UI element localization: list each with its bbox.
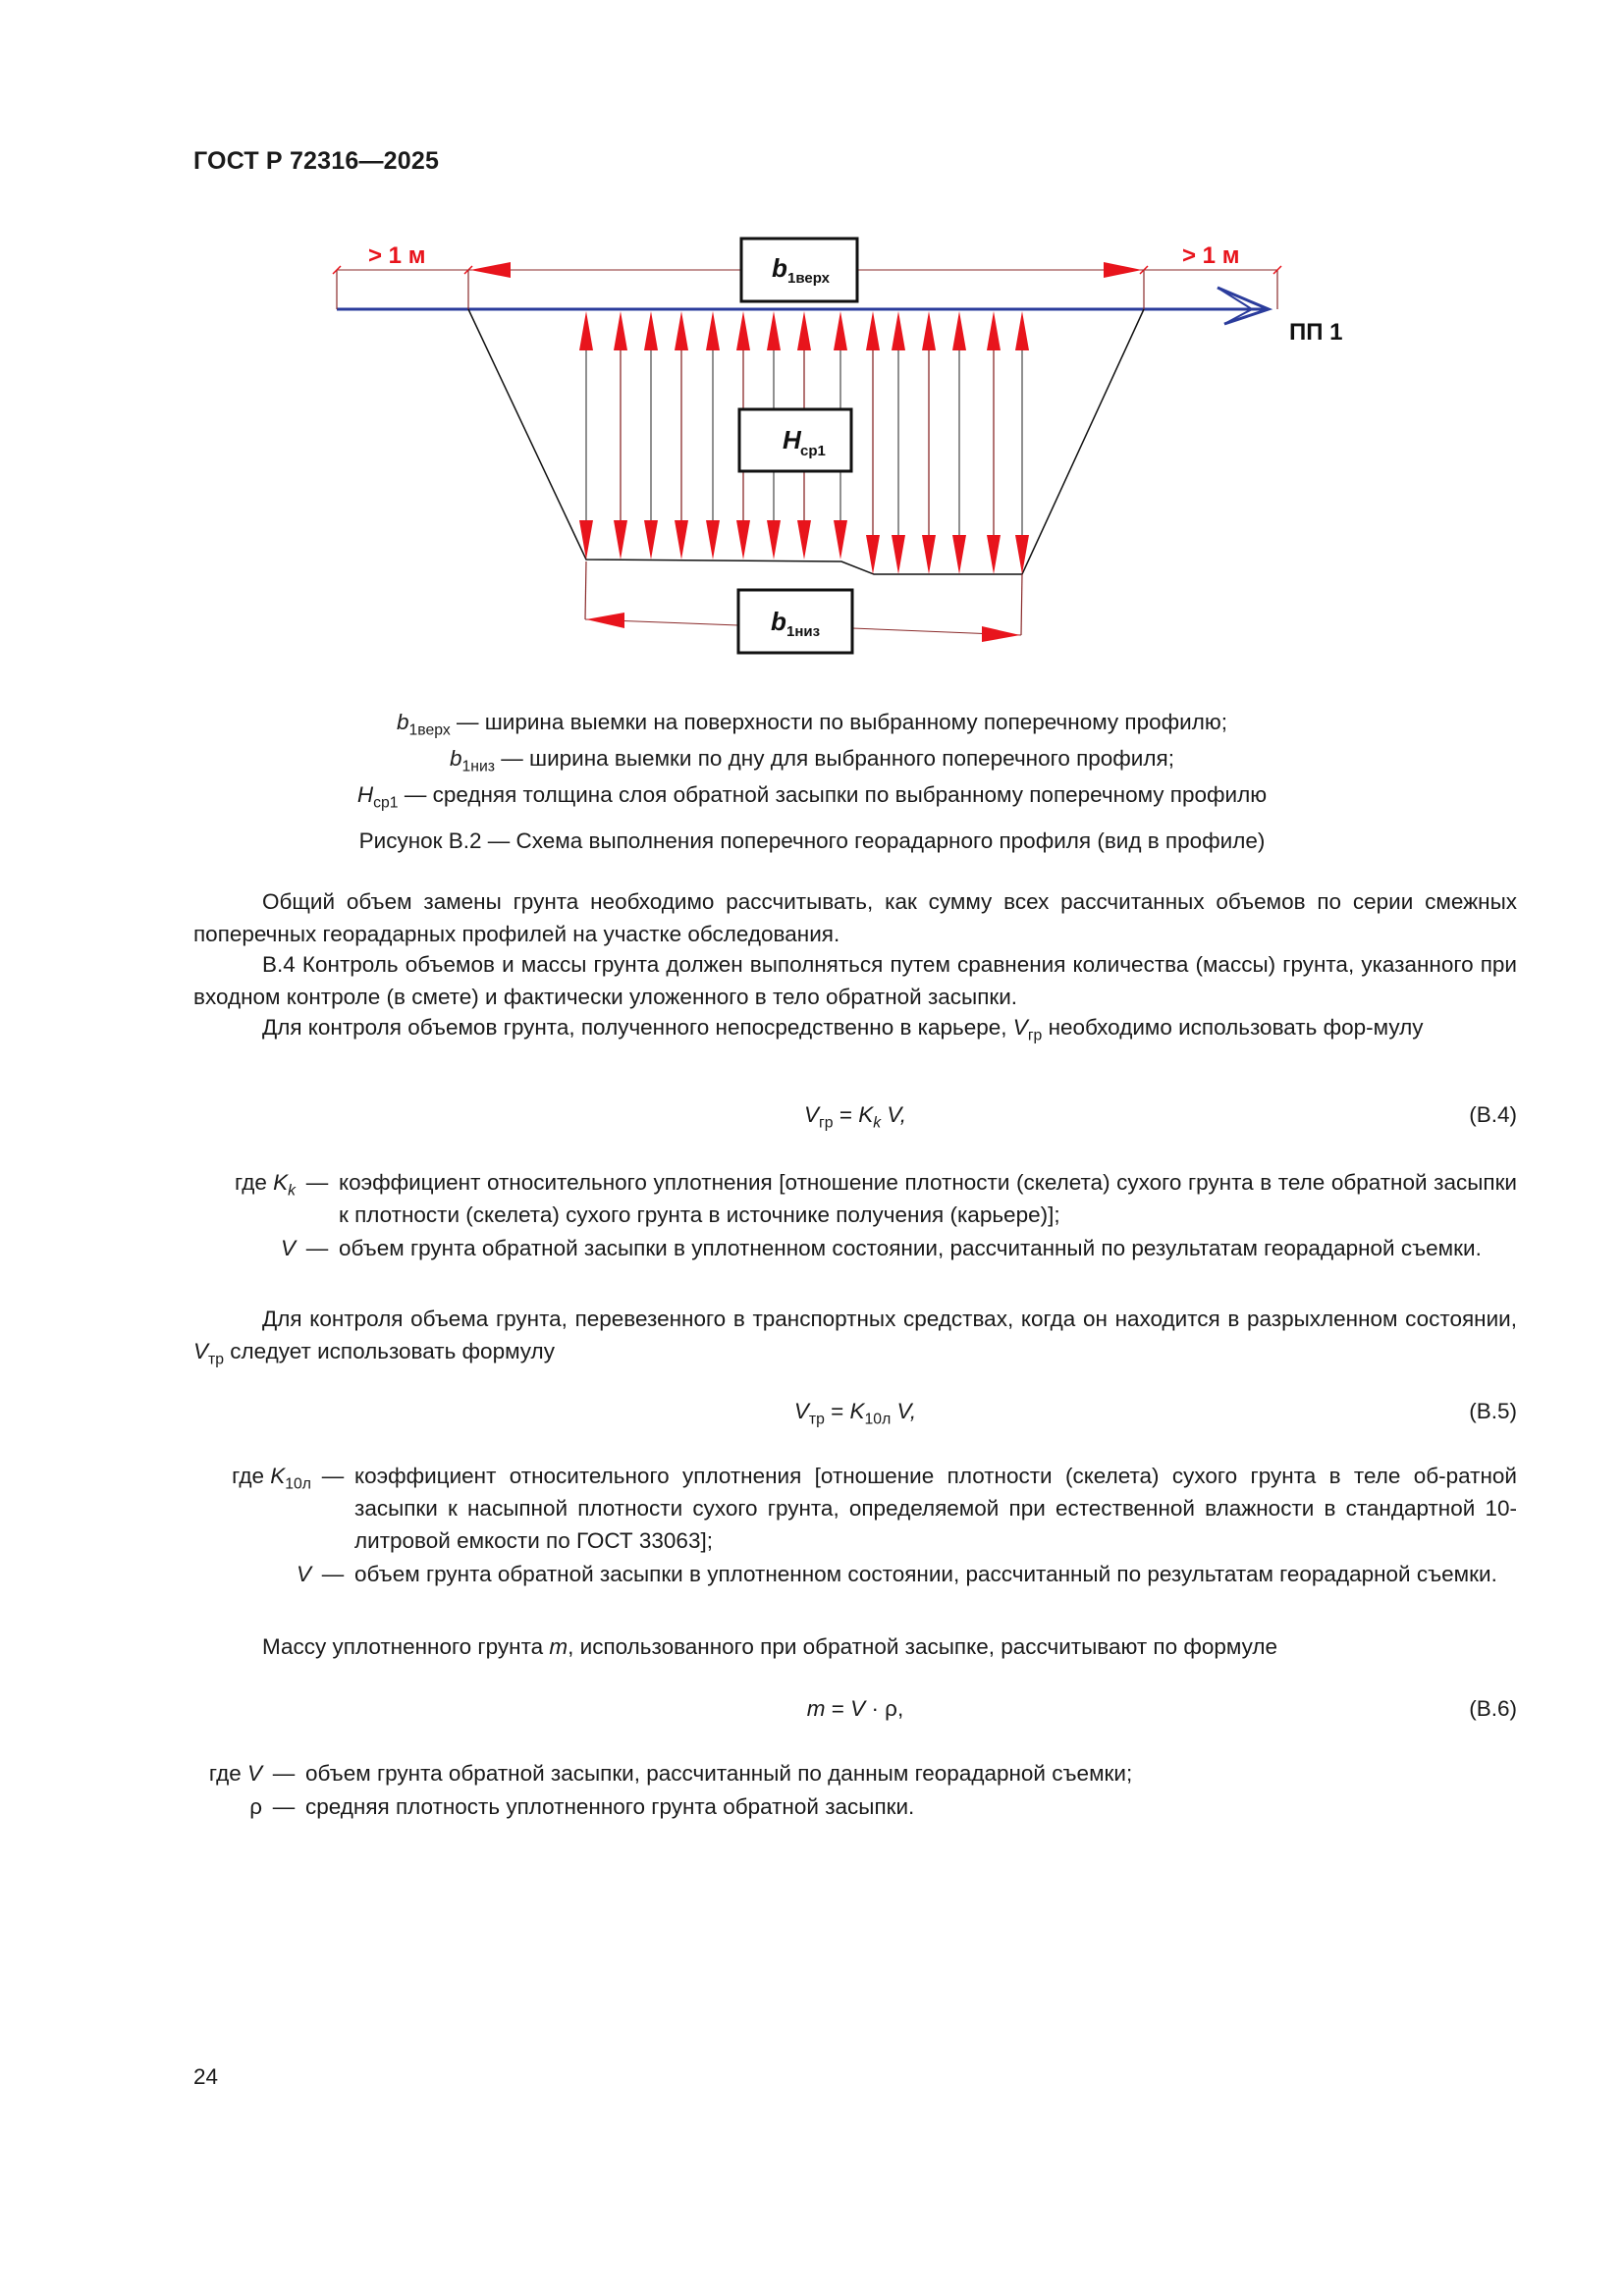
arrow-up-icon bbox=[579, 311, 593, 350]
arrow-up-icon bbox=[834, 311, 847, 350]
legend-h-avg: $H_{ср1}$ — средняя толщина слоя обратной засыпки по выбранному поперечному профилю bbox=[356, 782, 1268, 812]
h-avg-subscript: ср1 bbox=[800, 443, 826, 459]
arrow-down-icon bbox=[952, 535, 966, 574]
dimension-arrow-left-icon bbox=[586, 613, 624, 628]
b-top-subscript: 1верх bbox=[787, 270, 831, 287]
arrow-down-icon bbox=[866, 535, 880, 574]
definition-v: V — объем грунта обратной засыпки в уплотненном состоянии, рассчитанный по результатам георадарной съемки. bbox=[296, 1562, 1497, 1586]
arrow-down-icon bbox=[922, 535, 936, 574]
arrow-down-icon bbox=[834, 520, 847, 560]
arrow-up-icon bbox=[952, 311, 966, 350]
paragraph-mass: Массу уплотненного грунта m, использованного при обратной засыпке, рассчитывают по формуле bbox=[262, 1634, 1278, 1659]
arrow-up-icon bbox=[1015, 311, 1029, 350]
figure-caption: Рисунок В.2 — Схема выполнения поперечного георадарного профиля (вид в профиле) bbox=[358, 828, 1266, 853]
formula-b4: $V_{гр} = K_k$ V, (В.4) bbox=[193, 1098, 1517, 1131]
legend-b-bottom: $b_{1низ}$ — ширина выемки по дну для выбранного поперечного профиля; bbox=[450, 746, 1174, 775]
arrow-up-icon bbox=[644, 311, 658, 350]
arrow-down-icon bbox=[736, 520, 750, 560]
legend-b-top: $b_{1верх}$ — ширина выемки на поверхности по выбранному поперечному профилю; bbox=[397, 710, 1227, 739]
arrow-down-icon bbox=[579, 520, 593, 560]
arrow-down-icon bbox=[706, 520, 720, 560]
arrow-up-icon bbox=[706, 311, 720, 350]
arrow-down-icon bbox=[767, 520, 781, 560]
formula-number: (В.4) bbox=[1469, 1102, 1517, 1127]
paragraph-transport-control: Для контроля объема грунта, перевезенного в транспортных средствах, когда он находится в разрыхленном состоянии, $V_{тр}$ следует использовать формулу bbox=[193, 1307, 1517, 1368]
arrow-down-icon bbox=[614, 520, 627, 560]
b-bottom-subscript: 1низ bbox=[786, 623, 821, 640]
definition-v: V — объем грунта обратной засыпки в уплотненном состоянии, рассчитанный по результатам георадарной съемки. bbox=[280, 1236, 1482, 1260]
formula-b6: m = V · ρ, (В.6) bbox=[193, 1692, 1517, 1725]
arrow-down-icon bbox=[675, 520, 688, 560]
definition-v: где V — объем грунта обратной засыпки, рассчитанный по данным георадарной съемки; bbox=[208, 1761, 1133, 1786]
dimension-arrow-left-icon bbox=[470, 262, 511, 278]
offset-left-label: > 1 м bbox=[368, 242, 426, 269]
cross-section-diagram bbox=[0, 0, 1624, 687]
paragraph-total-volume: Общий объем замены грунта необходимо рассчитывать, как сумму всех рассчитанных объемов по серии смежных поперечных георадарных профилей на участке обследования. bbox=[193, 889, 1517, 946]
arrow-up-icon bbox=[797, 311, 811, 350]
b-top-symbol: b bbox=[772, 253, 787, 283]
dimension-arrow-right-icon bbox=[1104, 262, 1142, 278]
arrow-up-icon bbox=[767, 311, 781, 350]
arrow-down-icon bbox=[644, 520, 658, 560]
offset-right-label: > 1 м bbox=[1182, 242, 1240, 269]
b-bottom-symbol: b bbox=[771, 607, 786, 636]
arrow-up-icon bbox=[892, 311, 905, 350]
h-avg-symbol: H bbox=[783, 425, 801, 454]
arrow-down-icon bbox=[797, 520, 811, 560]
arrow-up-icon bbox=[614, 311, 627, 350]
arrow-down-icon bbox=[987, 535, 1001, 574]
definitions-b4 bbox=[193, 1166, 1517, 1264]
arrow-up-icon bbox=[675, 311, 688, 350]
formula-number: (В.6) bbox=[1469, 1696, 1517, 1721]
b-bottom-box bbox=[738, 590, 852, 653]
arrow-up-icon bbox=[736, 311, 750, 350]
definition-rho: ρ — средняя плотность уплотненного грунта обратной засыпки. bbox=[249, 1794, 915, 1819]
profile-direction-arrow-icon bbox=[1218, 288, 1269, 324]
definition-kk: где $K_k$ — коэффициент относительного уплотнения [отношение плотности (скелета) сухого грунта в теле обратной засыпки к плотности (скелета) сухого грунта в источнике получения (карьере)]; bbox=[235, 1170, 1517, 1227]
paragraph-b4: В.4 Контроль объемов и массы грунта должен выполняться путем сравнения количества (массы) грунта, указанного при входном контроле (в смете) и фактически уложенного в тело обратной засыпки. bbox=[193, 952, 1517, 1009]
profile-label: ПП 1 bbox=[1289, 319, 1343, 346]
formula-b5: $V_{тр} = K_{10л}$ V, (В.5) bbox=[193, 1395, 1517, 1427]
arrow-up-icon bbox=[987, 311, 1001, 350]
formula-number: (В.5) bbox=[1469, 1399, 1517, 1423]
definitions-b5 bbox=[193, 1460, 1517, 1590]
paragraph-quarry-control: Для контроля объемов грунта, полученного непосредственно в карьере, $V_{гр}$ необходимо использовать фор-мулу bbox=[262, 1015, 1424, 1044]
arrow-up-icon bbox=[866, 311, 880, 350]
dimension-arrow-right-icon bbox=[982, 626, 1020, 642]
arrow-up-icon bbox=[922, 311, 936, 350]
document-header: ГОСТ Р 72316—2025 bbox=[193, 147, 440, 175]
page-number: 24 bbox=[193, 2064, 219, 2089]
arrow-down-icon bbox=[892, 535, 905, 574]
arrow-down-icon bbox=[1015, 535, 1029, 574]
definitions-b6 bbox=[193, 1757, 1517, 1823]
definition-k10l: где $K_{10л}$ — коэффициент относительного уплотнения [отношение плотности (скелета) сухого грунта в теле об-ратной засыпки к насыпной плотности сухого грунта, определяемой при естественной влажности в стандартной 10-литровой емкости по ГОСТ 33063]; bbox=[232, 1464, 1517, 1553]
